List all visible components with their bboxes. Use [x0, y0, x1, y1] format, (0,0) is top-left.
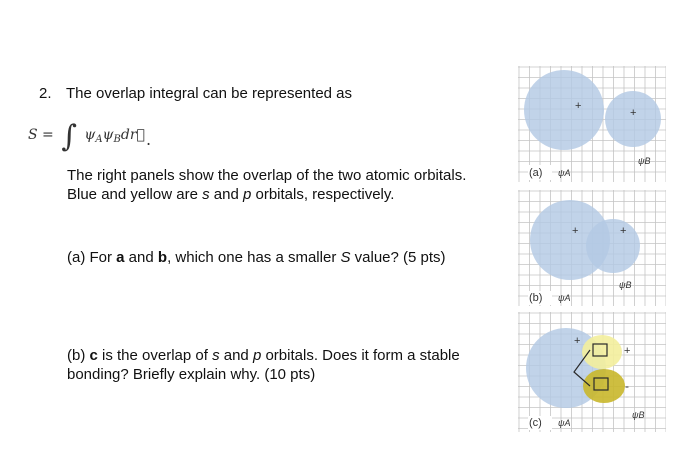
eq-equals: = — [42, 127, 54, 143]
integral-sign: ∫ — [61, 119, 77, 154]
figure-a-svg — [518, 66, 666, 182]
plus-sign-a: + — [574, 335, 581, 347]
eq-psi-a: ψ — [84, 127, 96, 143]
question-heading-text: The overlap integral can be represented as — [66, 85, 353, 102]
question-number: 2. — [39, 85, 52, 102]
description-paragraph: The right panels show the overlap of the two atomic orbitals. Blue and yellow are s and p orbitals, respectively. — [67, 167, 467, 203]
figure-a-panel — [518, 66, 666, 182]
figure-c-panel — [518, 312, 666, 432]
overlap-integral-equation — [28, 112, 152, 154]
plus-sign-a: + — [572, 225, 579, 237]
psi-b-label: ψB — [619, 280, 632, 290]
eq-sub-a: A — [95, 134, 103, 145]
plus-sign-b: + — [620, 225, 627, 237]
figure-b-svg — [518, 190, 666, 306]
plus-sign-b: + — [630, 107, 637, 119]
plus-sign-a: + — [575, 100, 582, 112]
figure-label: (c) — [529, 417, 542, 429]
eq-dot: . — [145, 130, 152, 149]
orbital-b-s — [605, 91, 661, 147]
figure-c-svg — [518, 312, 666, 432]
eq-d: d — [120, 127, 130, 143]
psi-b-label: ψB — [638, 156, 651, 166]
eq-psi-b: ψ — [102, 127, 114, 143]
orbital-a-s — [524, 70, 604, 150]
orbital-b-s — [586, 219, 640, 273]
figure-label: (a) — [529, 167, 543, 179]
part-b-question: (b) c is the overlap of s and p orbitals. Does it form a stable bonding? Briefly explain why. (10 pts) — [67, 347, 460, 383]
minus-sign-p: - — [625, 379, 629, 393]
psi-a-label: ψA — [558, 418, 571, 428]
figure-b-panel — [518, 190, 666, 306]
plus-sign-p: + — [624, 345, 631, 357]
eq-r-vector: r⃗ — [129, 127, 145, 143]
psi-b-label: ψB — [632, 410, 645, 420]
eq-lhs: S — [28, 127, 38, 143]
psi-a-label: ψA — [558, 168, 571, 178]
psi-a-label: ψA — [558, 293, 571, 303]
part-a-question: (a) For a and b, which one has a smaller S value? (5 pts) — [67, 249, 446, 266]
figure-label: (b) — [529, 292, 543, 304]
eq-sub-b: B — [113, 134, 121, 145]
